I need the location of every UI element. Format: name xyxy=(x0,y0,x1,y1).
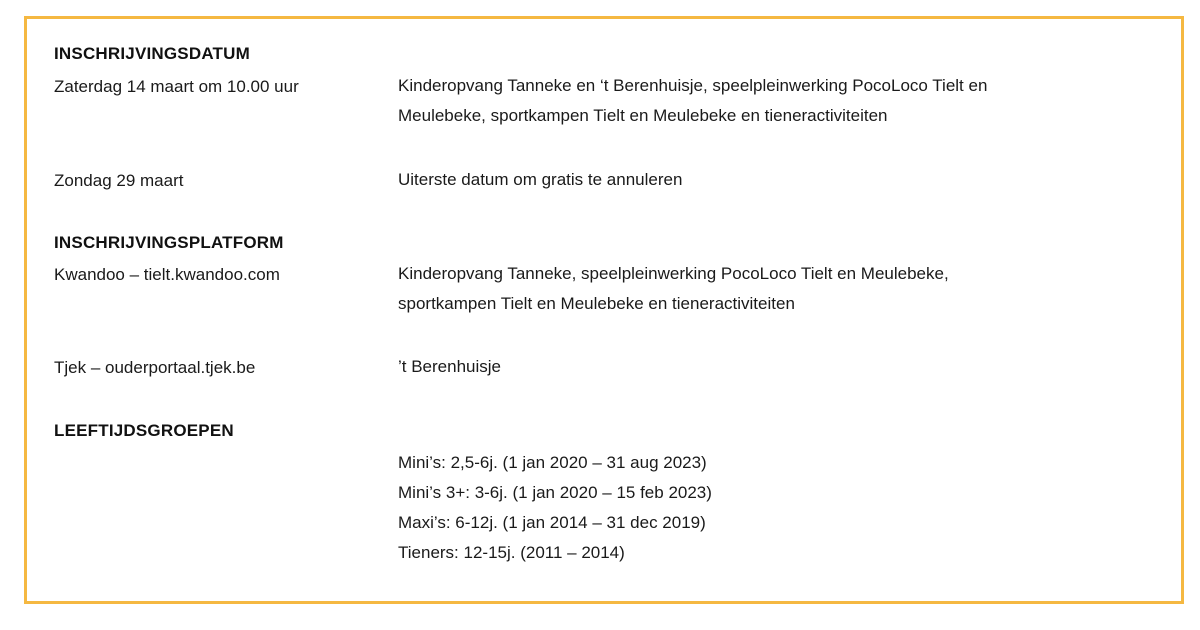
heading-inschrijvingsplatform: INSCHRIJVINGSPLATFORM xyxy=(54,233,284,252)
date-description-zondag xyxy=(398,165,1158,195)
description-line: Uiterste datum om gratis te annuleren xyxy=(398,170,683,189)
description-line: Kinderopvang Tanneke, speelpleinwerking PocoLoco Tielt en Meulebeke, xyxy=(398,264,949,283)
age-group-item: Mini’s: 2,5-6j. (1 jan 2020 – 31 aug 2023) xyxy=(398,453,707,472)
heading-inschrijvingsdatum: INSCHRIJVINGSDATUM xyxy=(54,44,250,63)
description-line: sportkampen Tielt en Meulebeke en tieneractiviteiten xyxy=(398,294,795,313)
age-group-item: Tieners: 12-15j. (2011 – 2014) xyxy=(398,543,625,562)
age-group-item: Maxi’s: 6-12j. (1 jan 2014 – 31 dec 2019) xyxy=(398,513,706,532)
description-line: Kinderopvang Tanneke en ‘t Berenhuisje, speelpleinwerking PocoLoco Tielt en xyxy=(398,76,988,95)
date-label-zaterdag: Zaterdag 14 maart om 10.00 uur xyxy=(54,77,299,96)
description-line: ’t Berenhuisje xyxy=(398,357,502,376)
age-groups-list xyxy=(398,448,1158,568)
description-line: Meulebeke, sportkampen Tielt en Meulebeke en tieneractiviteiten xyxy=(398,106,888,125)
date-label-zondag: Zondag 29 maart xyxy=(54,171,184,190)
platform-label-kwandoo: Kwandoo – tielt.kwandoo.com xyxy=(54,265,280,284)
platform-description-tjek xyxy=(398,352,1158,382)
heading-leeftijdsgroepen: LEEFTIJDSGROEPEN xyxy=(54,421,234,440)
age-group-item: Mini’s 3+: 3-6j. (1 jan 2020 – 15 feb 2023) xyxy=(398,483,712,502)
date-description-zaterdag xyxy=(398,71,1158,131)
platform-label-tjek: Tjek – ouderportaal.tjek.be xyxy=(54,358,256,377)
platform-description-kwandoo xyxy=(398,259,1158,319)
